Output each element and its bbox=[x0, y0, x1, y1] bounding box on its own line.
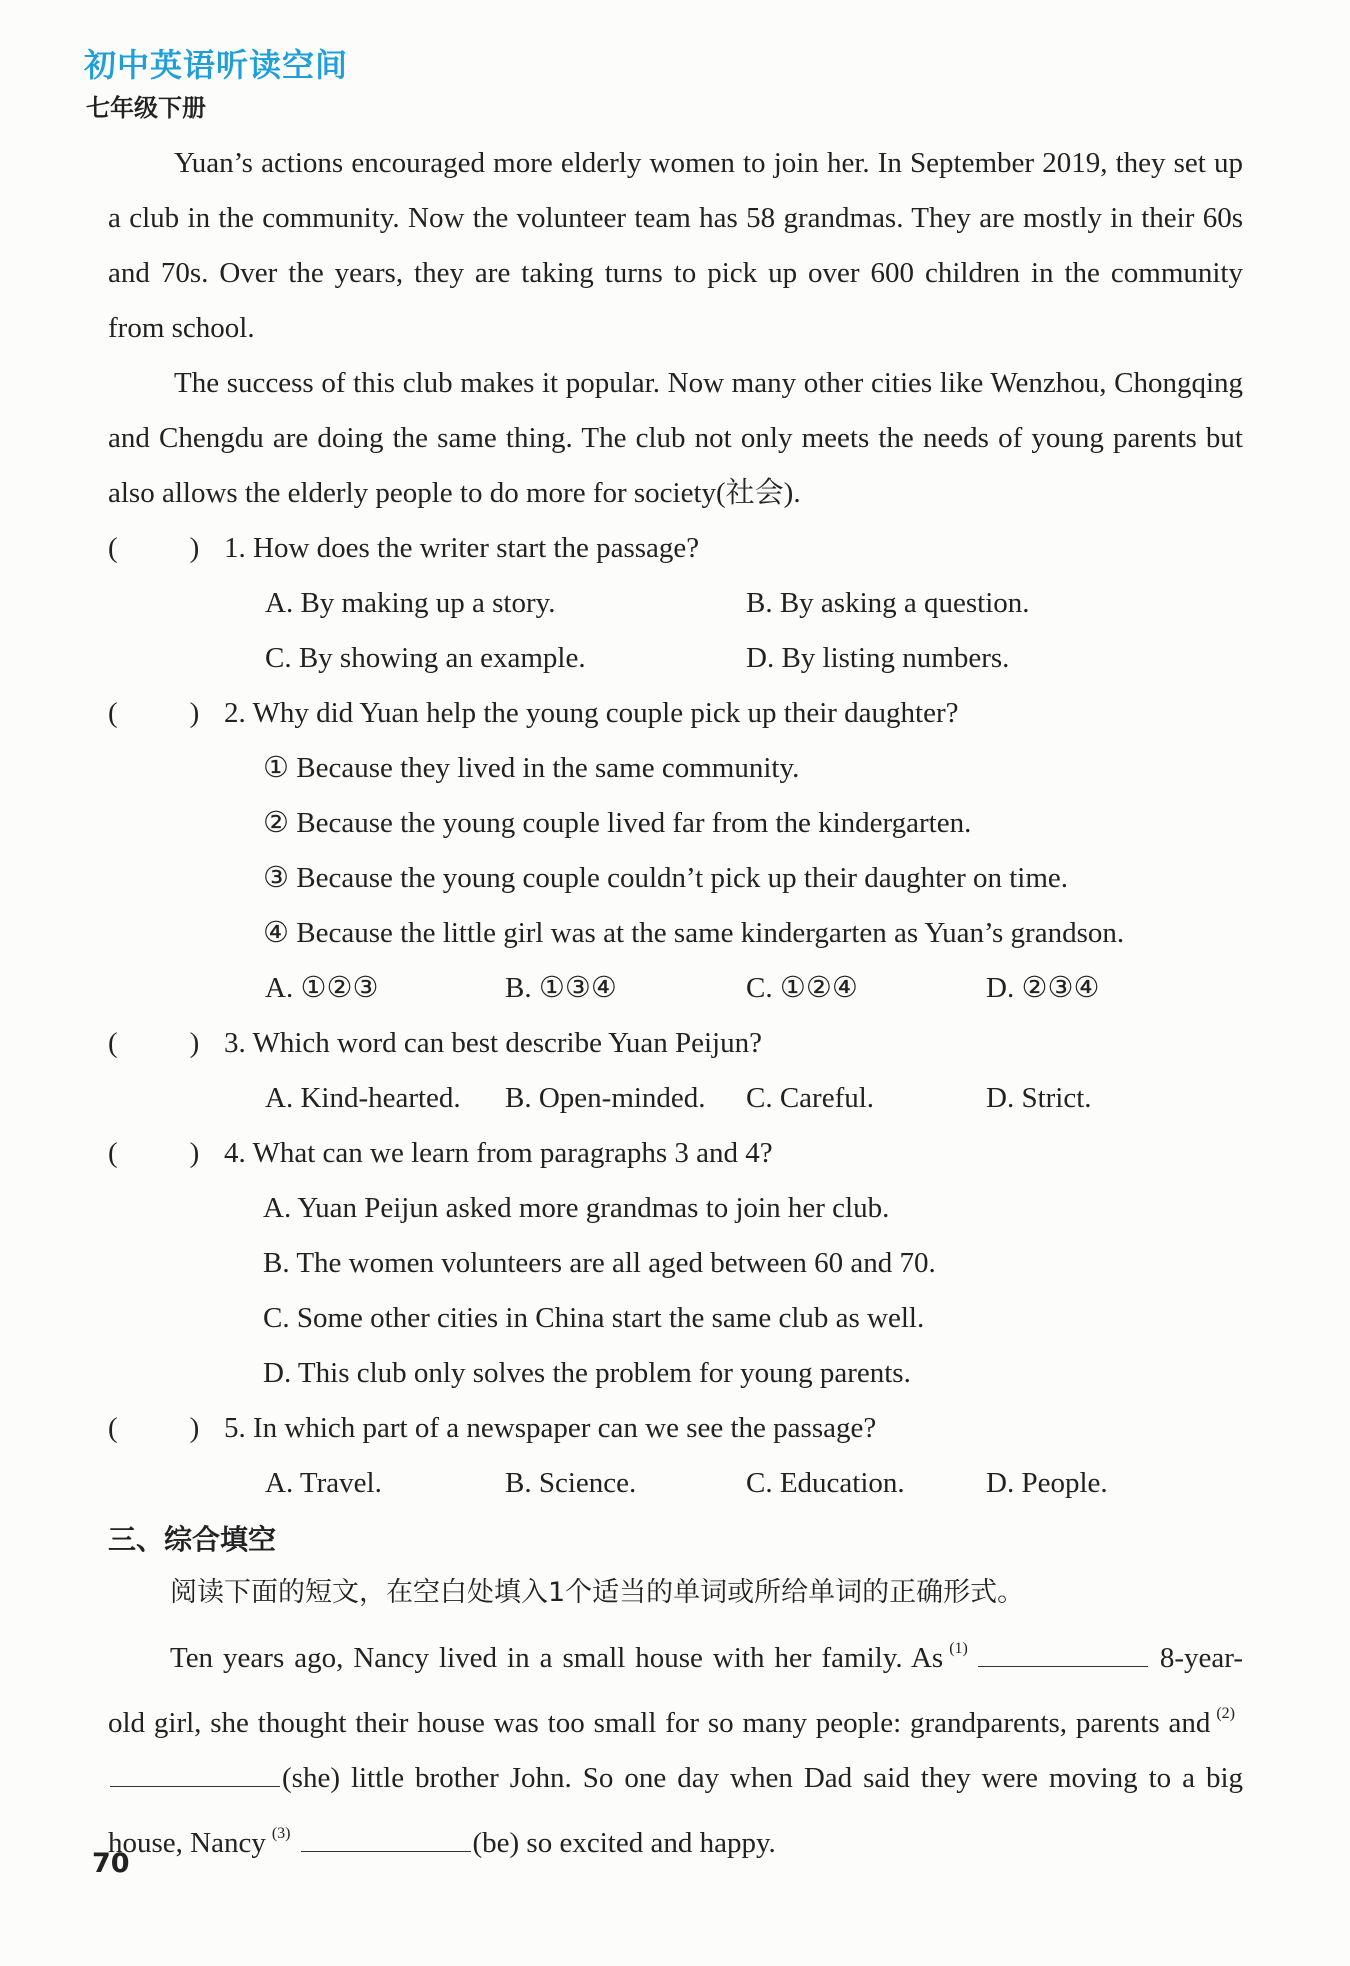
option-d[interactable]: D. Strict. bbox=[986, 1082, 1092, 1114]
cloze-blank-3[interactable] bbox=[301, 1821, 471, 1852]
book-series-title: 初中英语听读空间 bbox=[84, 46, 349, 84]
statement-3: ③ Because the young couple couldn’t pick up their daughter on time. bbox=[263, 862, 1069, 894]
question-5-text: 5. In which part of a newspaper can we see the passage? bbox=[224, 1412, 877, 1444]
question-3 bbox=[108, 1016, 1243, 1071]
statement-2: ② Because the young couple lived far from the kindergarten. bbox=[263, 807, 972, 839]
question-4-text: 4. What can we learn from paragraphs 3 and 4? bbox=[224, 1137, 773, 1169]
option-a[interactable]: A. Travel. bbox=[265, 1467, 382, 1499]
cloze-passage bbox=[108, 1621, 1243, 1871]
option-b[interactable]: B. The women volunteers are all aged between 60 and 70. bbox=[263, 1247, 936, 1279]
option-c[interactable]: C. By showing an example. bbox=[265, 642, 586, 674]
option-c[interactable]: C. Some other cities in China start the same club as well. bbox=[263, 1302, 925, 1334]
section-3-instruction: 阅读下面的短文，在空白处填入1个适当的单词或所给单词的正确形式。 bbox=[170, 1577, 1025, 1608]
cloze-text-3: (she) little brother John. So one day when Dad said they were moving to a big house, Nancy bbox=[108, 1762, 1243, 1859]
option-c[interactable]: C. ①②④ bbox=[746, 972, 858, 1004]
question-2 bbox=[108, 686, 1243, 741]
answer-blank-2[interactable]: ( ) bbox=[108, 697, 200, 729]
option-c[interactable]: C. Education. bbox=[746, 1467, 905, 1499]
question-3-text: 3. Which word can best describe Yuan Peijun? bbox=[224, 1027, 762, 1059]
passage-paragraph-3: Yuan’s actions encouraged more elderly women to join her. In September 2019, they set up a club in the community. Now the volunteer team has 58 grandmas. They are mostly in their 60s and 70s. Over the years, they are taking turns to pick up over 600 children in the community from school. bbox=[108, 147, 1243, 344]
question-1-text: 1. How does the writer start the passage? bbox=[224, 532, 700, 564]
cloze-text-4: (be) so excited and happy. bbox=[472, 1827, 776, 1859]
option-a[interactable]: A. Yuan Peijun asked more grandmas to join her club. bbox=[263, 1192, 890, 1224]
answer-blank-3[interactable]: ( ) bbox=[108, 1027, 200, 1059]
option-d[interactable]: D. By listing numbers. bbox=[746, 642, 1010, 674]
option-b[interactable]: B. ①③④ bbox=[505, 972, 617, 1004]
option-b[interactable]: B. Science. bbox=[505, 1467, 637, 1499]
answer-blank-4[interactable]: ( ) bbox=[108, 1137, 200, 1169]
cloze-text-1: Ten years ago, Nancy lived in a small house with her family. As bbox=[170, 1642, 944, 1674]
option-b[interactable]: B. By asking a question. bbox=[746, 587, 1030, 619]
cloze-text-2: 8-year-old girl, she thought their house was too small for so many people: grandparents, parents and bbox=[108, 1642, 1243, 1739]
question-4 bbox=[108, 1126, 1243, 1181]
blank-number-3: (3) bbox=[271, 1825, 291, 1842]
statement-4: ④ Because the little girl was at the same kindergarten as Yuan’s grandson. bbox=[263, 917, 1125, 949]
blank-number-2: (2) bbox=[1216, 1705, 1235, 1722]
question-2-text: 2. Why did Yuan help the young couple pick up their daughter? bbox=[224, 697, 959, 729]
option-d[interactable]: D. People. bbox=[986, 1467, 1108, 1499]
passage-paragraph-4: The success of this club makes it popular. Now many other cities like Wenzhou, Chongqing and Chengdu are doing the same thing. The club not only meets the needs of young parents but also allows the elderly people to do more for society(社会). bbox=[108, 367, 1243, 509]
question-2-options-row bbox=[108, 961, 1243, 1016]
question-1-options-row-2 bbox=[108, 631, 1243, 686]
question-5-options-row bbox=[108, 1456, 1243, 1511]
option-d[interactable]: D. This club only solves the problem for young parents. bbox=[263, 1357, 911, 1389]
question-1 bbox=[108, 521, 1243, 576]
question-5 bbox=[108, 1401, 1243, 1456]
statement-1: ① Because they lived in the same community. bbox=[263, 752, 800, 784]
option-d[interactable]: D. ②③④ bbox=[986, 972, 1100, 1004]
book-grade-subtitle: 七年级下册 bbox=[86, 94, 206, 122]
question-1-options-row-1 bbox=[108, 576, 1243, 631]
section-3-heading: 三、综合填空 bbox=[108, 1523, 277, 1556]
page-number: 70 bbox=[92, 1848, 130, 1879]
answer-blank-1[interactable]: ( ) bbox=[108, 532, 200, 564]
option-a[interactable]: A. By making up a story. bbox=[265, 587, 556, 619]
question-3-options-row bbox=[108, 1071, 1243, 1126]
option-c[interactable]: C. Careful. bbox=[746, 1082, 875, 1114]
answer-blank-5[interactable]: ( ) bbox=[108, 1412, 200, 1444]
cloze-blank-1[interactable] bbox=[978, 1636, 1148, 1667]
page-content bbox=[108, 136, 1243, 1871]
option-a[interactable]: A. ①②③ bbox=[265, 972, 379, 1004]
option-b[interactable]: B. Open-minded. bbox=[505, 1082, 706, 1114]
blank-number-1: (1) bbox=[949, 1640, 968, 1657]
option-a[interactable]: A. Kind-hearted. bbox=[265, 1082, 461, 1114]
cloze-blank-2[interactable] bbox=[110, 1756, 280, 1787]
